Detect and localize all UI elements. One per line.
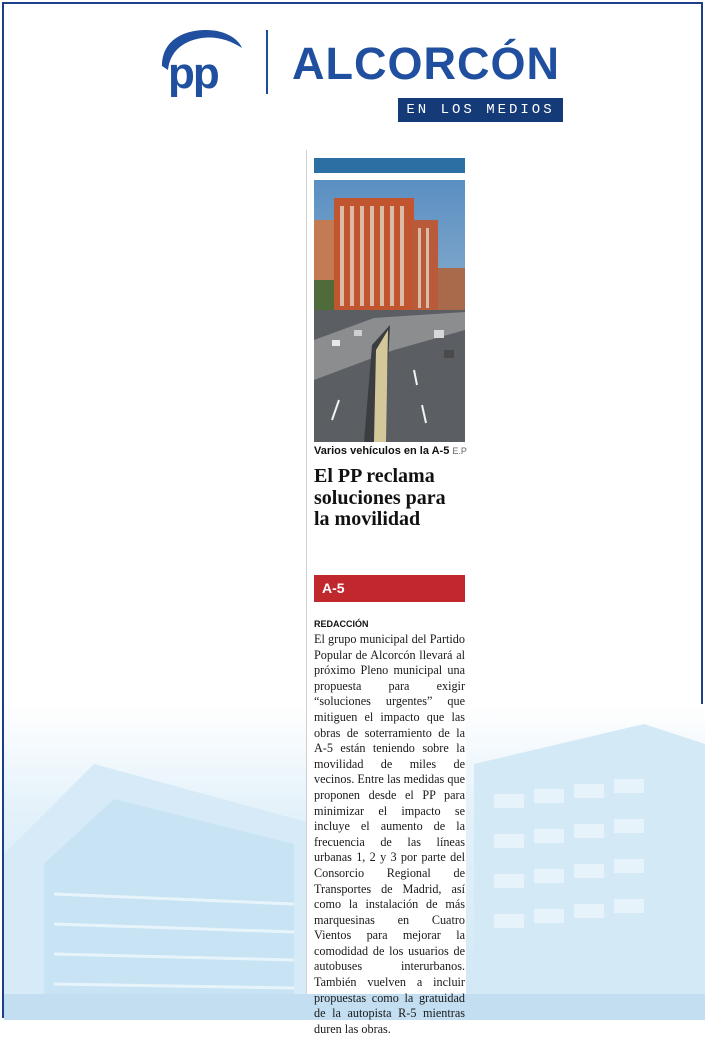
section-tag bbox=[314, 575, 465, 602]
header-divider bbox=[266, 30, 268, 94]
article-body: El grupo municipal del Partido Popular de Alcorcón llevará al próximo Pleno municipal una propuesta para exigir “soluciones urgentes” que mitiguen el impacto que las obras de soterramiento de la A-5 están teniendo sobre la movilidad de miles de vecinos. Entre las medidas que proponen desde el PP para minimizar el impacto se incluye el aumento de la frecuencia de las líneas urbanas 1, 2 y 3 por parte del Consorcio Regional de Transportes de Madrid, así como la instalación de más marquesinas en Cuatro Vientos para mejorar la comodidad de los usuarios de autobuses interurbanos. También vuelven a incluir propuestas como la gratuidad de la autopista R-5 mientras duren las obras. bbox=[314, 632, 465, 1036]
pp-party-logo bbox=[154, 26, 244, 98]
page-frame bbox=[2, 2, 703, 1036]
top-color-bar bbox=[314, 158, 465, 173]
section-tag-label: A-5 bbox=[322, 580, 345, 596]
header bbox=[4, 4, 705, 134]
clipping-edge bbox=[306, 150, 307, 994]
newspaper-clipping bbox=[306, 150, 467, 1036]
city-title: ALCORCÓN bbox=[292, 38, 560, 89]
caption-text: Varios vehículos en la A-5 bbox=[314, 445, 450, 457]
photo-caption bbox=[314, 445, 467, 457]
section-subtitle: EN LOS MEDIOS bbox=[398, 98, 563, 122]
article-byline: REDACCIÓN bbox=[314, 619, 369, 629]
article-photo bbox=[314, 180, 465, 442]
photo-credit: E.P bbox=[452, 446, 467, 456]
svg-text:pp: pp bbox=[168, 49, 218, 98]
article-headline: El PP reclama soluciones para la movilidad bbox=[314, 465, 446, 530]
